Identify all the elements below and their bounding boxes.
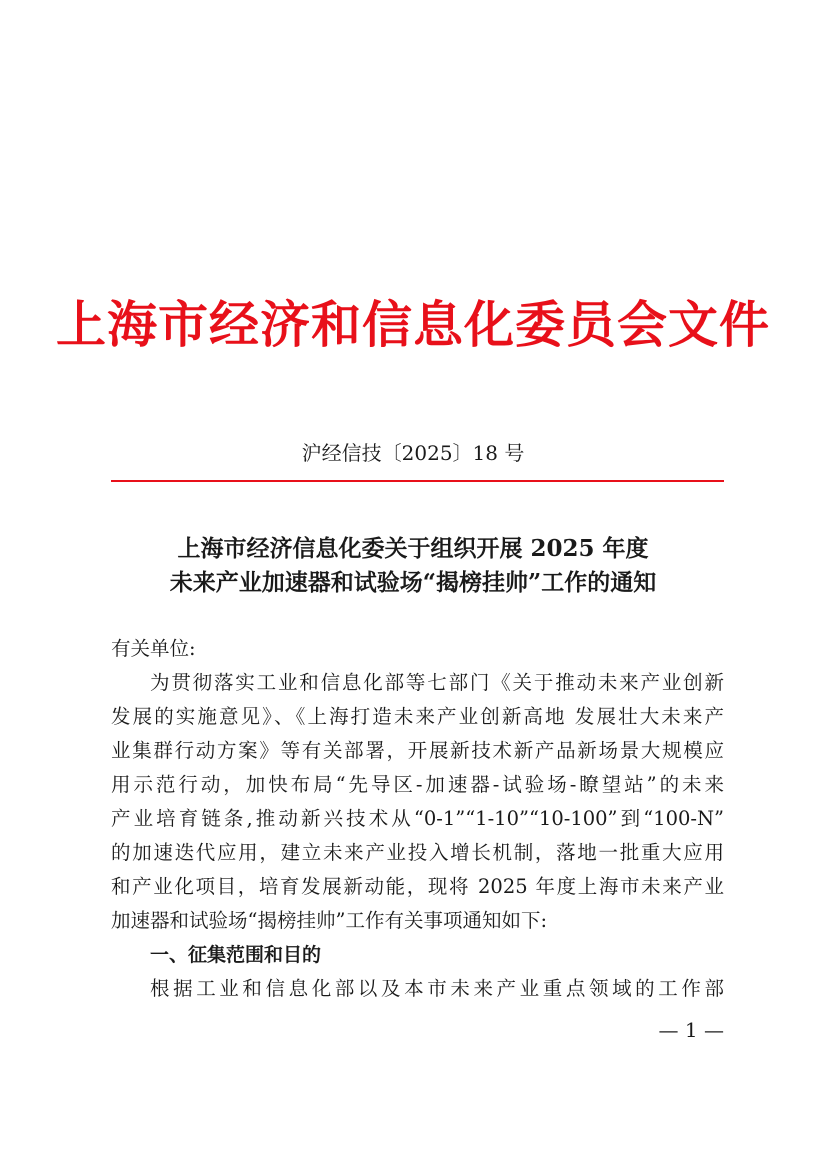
paragraph-line: 用示范行动，加快布局“先导区-加速器-试验场-瞭望站”的未来	[111, 773, 724, 796]
document-number: 沪经信技〔2025〕18 号	[301, 441, 525, 465]
notice-title-line-1: 上海市经济信息化委关于组织开展 2025 年度	[177, 535, 649, 562]
paragraph-line: 产业培育链条,推动新兴技术从“0-1”“1-10”“10-100”到“100-N”	[111, 807, 724, 830]
paragraph-line: 根据工业和信息化部以及本市未来产业重点领域的工作部	[150, 977, 724, 1000]
paragraph-line: 和产业化项目，培育发展新动能，现将 2025 年度上海市未来产业	[111, 875, 724, 898]
paragraph-line: 加速器和试验场“揭榜挂帅”工作有关事项通知如下:	[111, 909, 548, 932]
issuer-red-header: 上海市经济和信息化委员会文件	[56, 295, 770, 354]
paragraph-line: 发展的实施意见》、《上海打造未来产业创新高地 发展壮大未来产	[111, 705, 724, 728]
paragraph-line: 的加速迭代应用，建立未来产业投入增长机制，落地一批重大应用	[111, 841, 724, 864]
page-number: — 1 —	[658, 1018, 724, 1042]
document-body	[111, 632, 724, 1006]
notice-title	[0, 532, 826, 600]
paragraph-2	[111, 972, 724, 1006]
salutation: 有关单位:	[111, 637, 196, 660]
paragraph-line: 业集群行动方案》等有关部署，开展新技术新产品新场景大规模应	[111, 739, 724, 762]
paragraph-line: 为贯彻落实工业和信息化部等七部门《关于推动未来产业创新	[150, 671, 724, 694]
section-1-heading: 一、征集范围和目的	[150, 944, 322, 966]
paragraph-1	[111, 666, 724, 938]
notice-title-line-2: 未来产业加速器和试验场“揭榜挂帅”工作的通知	[169, 569, 657, 596]
red-separator-line	[111, 480, 724, 482]
